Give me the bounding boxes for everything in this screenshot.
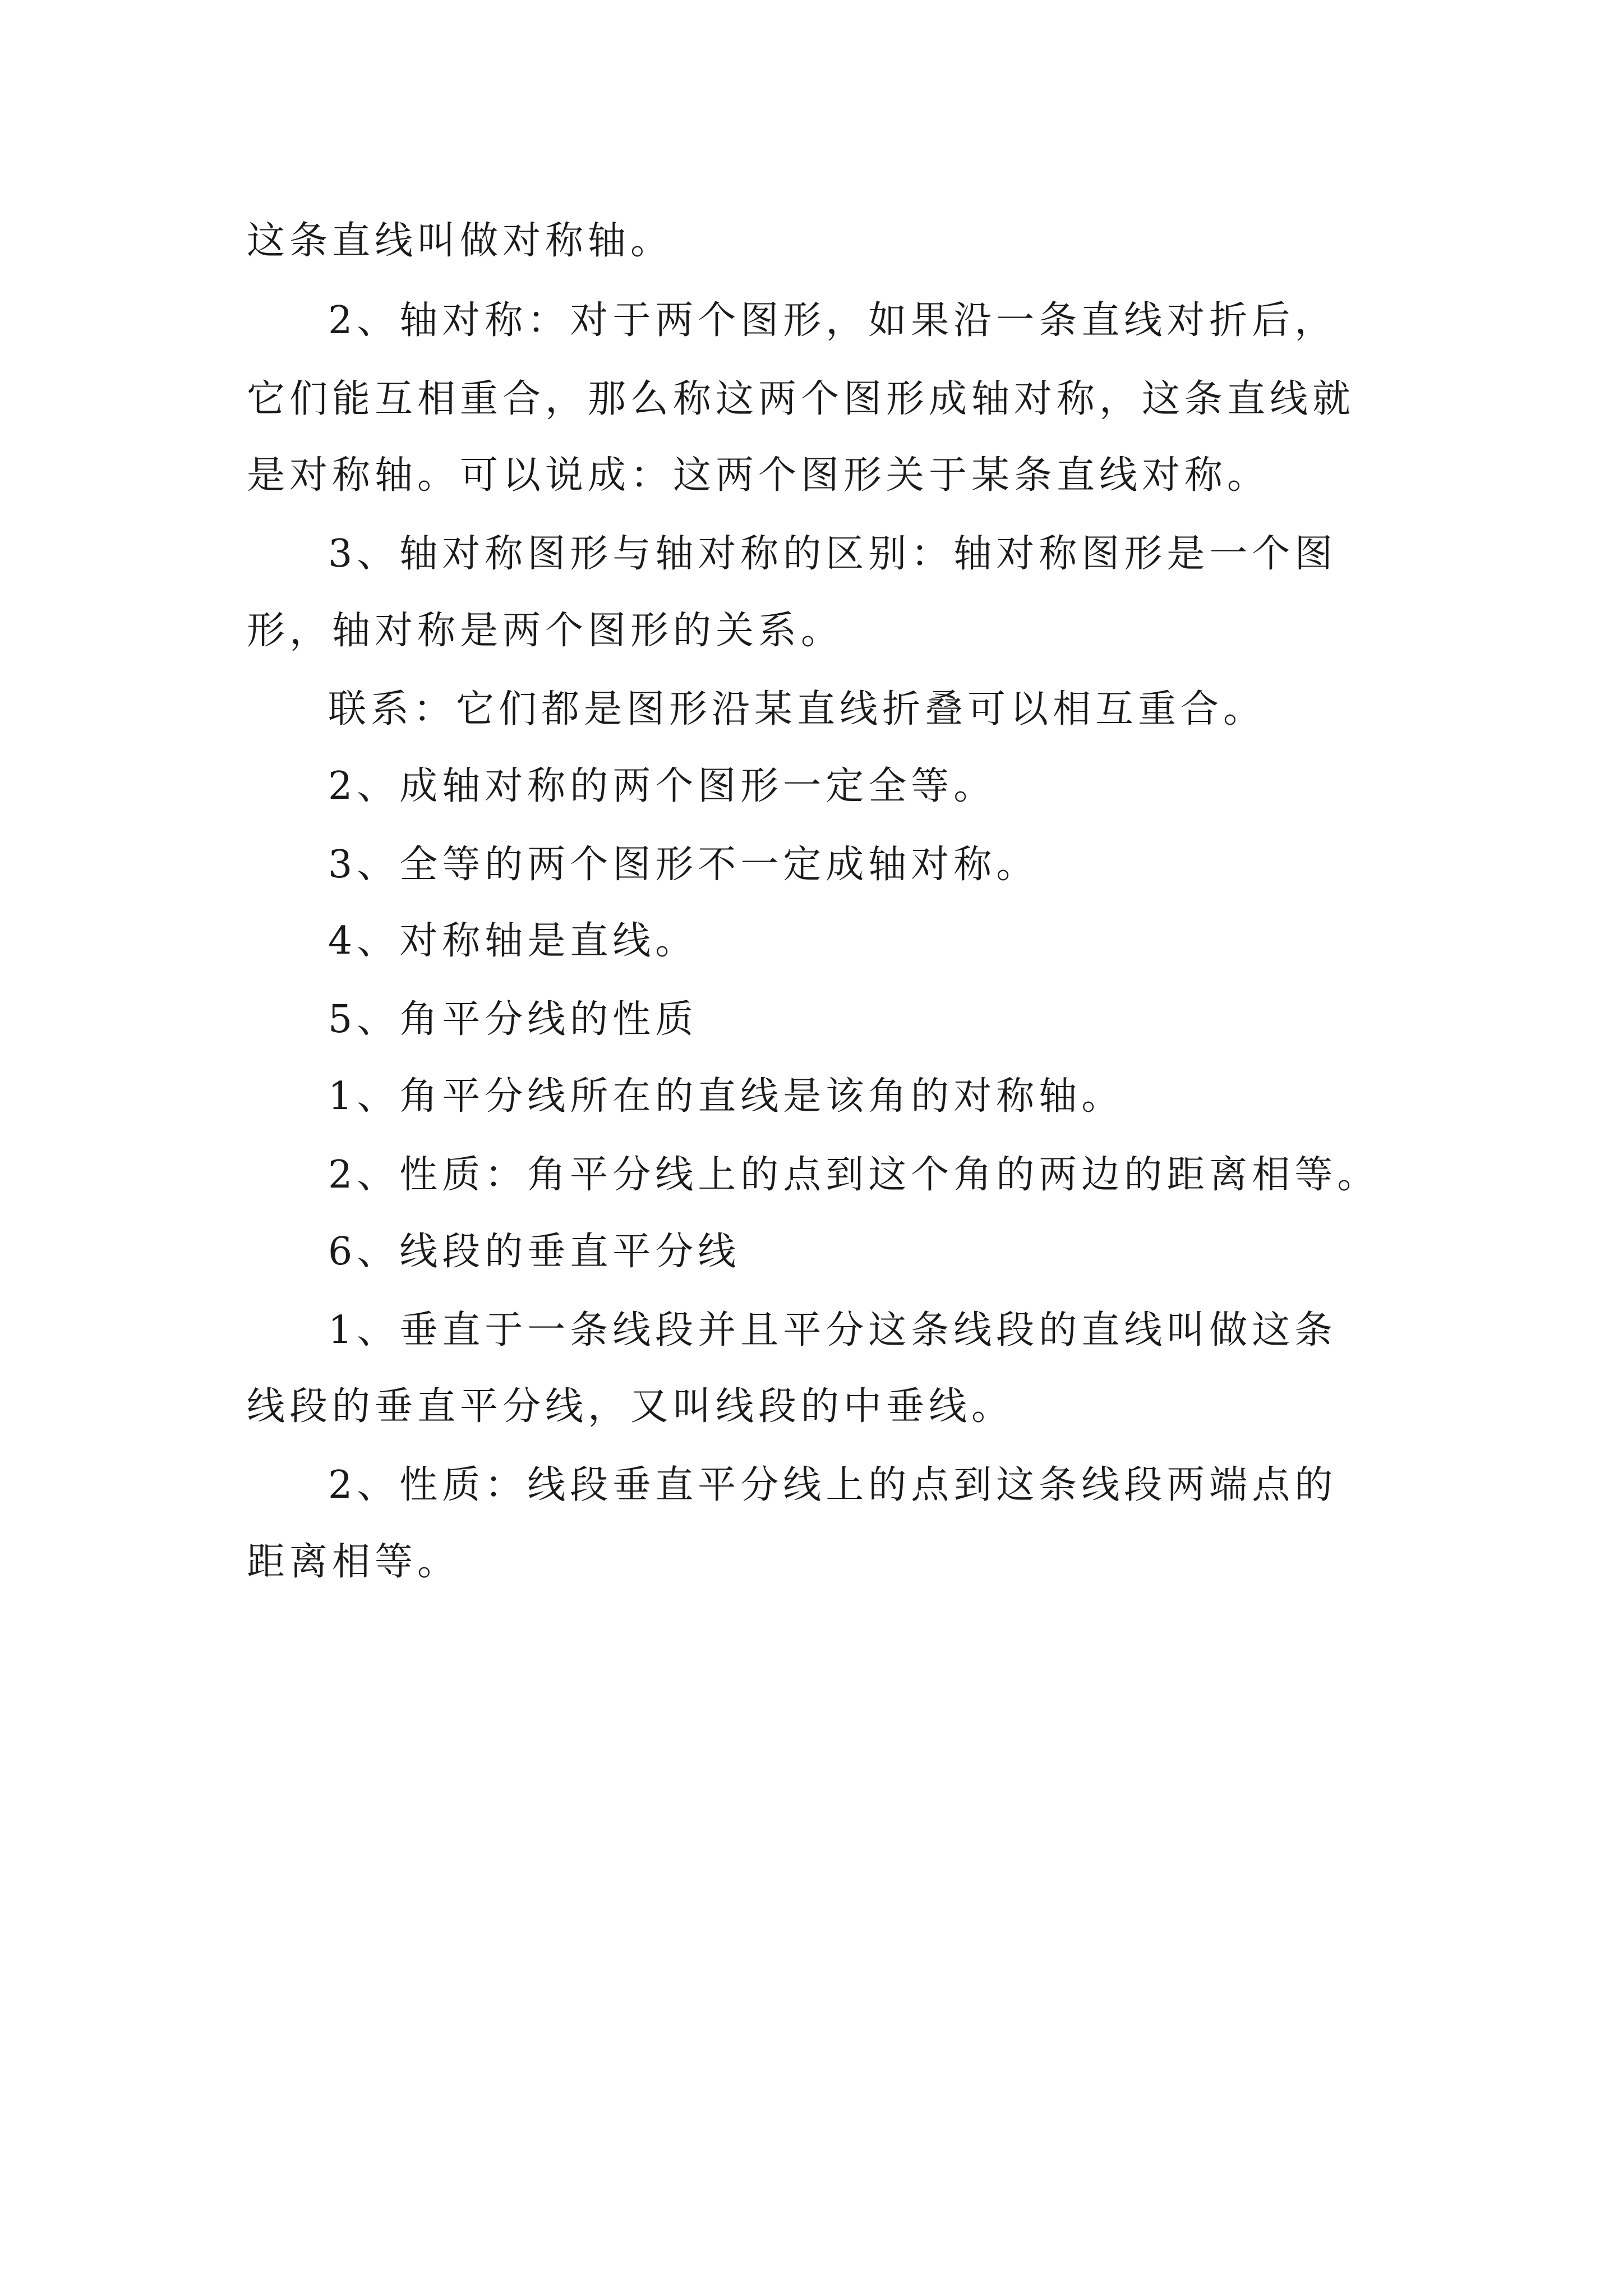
text-line: 1、角平分线所在的直线是该角的对称轴。 xyxy=(328,1074,1124,1119)
text-line: 形，轴对称是两个图形的关系。 xyxy=(247,609,844,653)
text-line: 它们能互相重合，那么称这两个图形成轴对称，这条直线就 xyxy=(247,377,1355,421)
text-line: 1、垂直于一条线段并且平分这条线段的直线叫做这条 xyxy=(328,1308,1338,1352)
text-line: 2、性质：角平分线上的点到这个角的两边的距离相等。 xyxy=(328,1153,1380,1197)
text-line: 3、轴对称图形与轴对称的区别：轴对称图形是一个图 xyxy=(328,532,1338,576)
text-line: 3、全等的两个图形不一定成轴对称。 xyxy=(328,843,1039,887)
text-line: 4、对称轴是直线。 xyxy=(328,919,698,963)
text-line: 是对称轴。可以说成：这两个图形关于某条直线对称。 xyxy=(247,453,1270,498)
text-line: 2、轴对称：对于两个图形，如果沿一条直线对折后， xyxy=(328,298,1338,343)
text-line: 联系：它们都是图形沿某直线折叠可以相互重合。 xyxy=(328,687,1266,731)
text-line: 2、成轴对称的两个图形一定全等。 xyxy=(328,764,997,808)
section-heading: 6、线段的垂直平分线 xyxy=(328,1230,741,1274)
section-heading: 5、角平分线的性质 xyxy=(328,997,698,1042)
text-line: 线段的垂直平分线，又叫线段的中垂线。 xyxy=(247,1384,1015,1429)
text-line: 2、性质：线段垂直平分线上的点到这条线段两端点的 xyxy=(328,1463,1338,1507)
text-line: 距离相等。 xyxy=(247,1540,460,1584)
text-line: 这条直线叫做对称轴。 xyxy=(247,219,674,263)
